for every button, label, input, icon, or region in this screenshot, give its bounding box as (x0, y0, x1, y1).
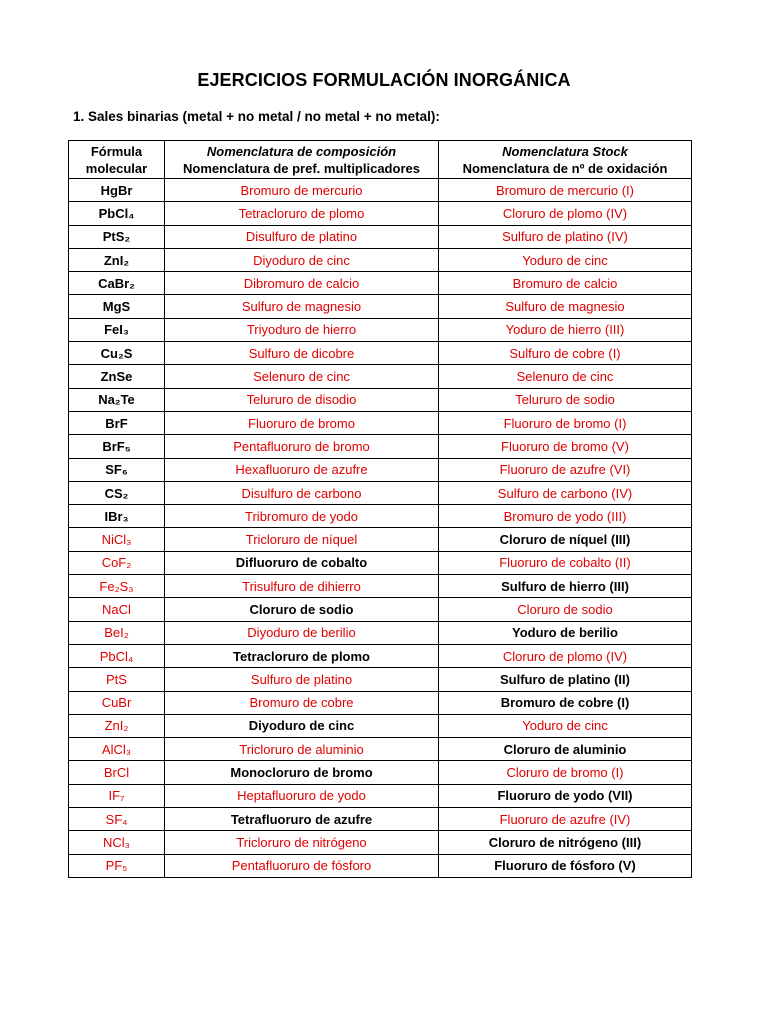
cell-composicion: Tetrafluoruro de azufre (165, 808, 439, 831)
table-row (69, 342, 692, 365)
cell-formula: Na₂Te (69, 388, 165, 411)
header-row (69, 141, 692, 179)
cell-formula: Cu₂S (69, 342, 165, 365)
cell-formula: AlCl₃ (69, 738, 165, 761)
cell-formula: SF₆ (69, 458, 165, 481)
table-row (69, 854, 692, 877)
cell-formula: FeI₃ (69, 318, 165, 341)
cell-formula: BrF₅ (69, 435, 165, 458)
cell-formula: PtS₂ (69, 225, 165, 248)
cell-stock: Fluoruro de yodo (VII) (439, 784, 692, 807)
cell-composicion: Triyoduro de hierro (165, 318, 439, 341)
cell-formula: ZnI₂ (69, 248, 165, 271)
cell-stock: Fluoruro de azufre (VI) (439, 458, 692, 481)
table-body (69, 179, 692, 878)
section-heading: 1. Sales binarias (metal + no metal / no metal + no metal): (73, 109, 440, 124)
cell-stock: Bromuro de calcio (439, 272, 692, 295)
cell-stock: Bromuro de mercurio (I) (439, 179, 692, 202)
table-row (69, 458, 692, 481)
cell-stock: Cloruro de plomo (IV) (439, 202, 692, 225)
cell-stock: Sulfuro de carbono (IV) (439, 481, 692, 504)
cell-composicion: Telururo de disodio (165, 388, 439, 411)
table-row (69, 761, 692, 784)
cell-formula: NiCl₃ (69, 528, 165, 551)
header-formula (69, 141, 165, 179)
cell-stock: Cloruro de plomo (IV) (439, 644, 692, 667)
cell-composicion: Diyoduro de cinc (165, 248, 439, 271)
cell-formula: PF₅ (69, 854, 165, 877)
cell-stock: Sulfuro de hierro (III) (439, 575, 692, 598)
cell-formula: Fe₂S₃ (69, 575, 165, 598)
cell-stock: Sulfuro de platino (IV) (439, 225, 692, 248)
cell-composicion: Trisulfuro de dihierro (165, 575, 439, 598)
cell-stock: Telururo de sodio (439, 388, 692, 411)
cell-composicion: Tetracloruro de plomo (165, 644, 439, 667)
cell-stock: Cloruro de bromo (I) (439, 761, 692, 784)
table-row (69, 644, 692, 667)
cell-stock: Sulfuro de magnesio (439, 295, 692, 318)
table-row (69, 691, 692, 714)
cell-stock: Cloruro de aluminio (439, 738, 692, 761)
table-row (69, 551, 692, 574)
header-stock-line1: Nomenclatura Stock (502, 143, 628, 159)
table-row (69, 435, 692, 458)
header-formula-line2: molecular (85, 160, 148, 176)
cell-composicion: Pentafluoruro de bromo (165, 435, 439, 458)
cell-composicion: Diyoduro de berilio (165, 621, 439, 644)
cell-stock: Bromuro de yodo (III) (439, 505, 692, 528)
table-row (69, 808, 692, 831)
header-composicion-line1: Nomenclatura de composición (206, 143, 397, 159)
header-stock (439, 141, 692, 179)
cell-formula: BeI₂ (69, 621, 165, 644)
cell-formula: CuBr (69, 691, 165, 714)
table-row (69, 365, 692, 388)
cell-composicion: Tricloruro de aluminio (165, 738, 439, 761)
cell-composicion: Disulfuro de platino (165, 225, 439, 248)
cell-composicion: Bromuro de mercurio (165, 179, 439, 202)
cell-formula: SF₄ (69, 808, 165, 831)
table-row (69, 598, 692, 621)
table-row (69, 528, 692, 551)
cell-formula: MgS (69, 295, 165, 318)
cell-composicion: Sulfuro de platino (165, 668, 439, 691)
cell-stock: Yoduro de cinc (439, 714, 692, 737)
cell-composicion: Diyoduro de cinc (165, 714, 439, 737)
cell-formula: NaCl (69, 598, 165, 621)
cell-formula: PtS (69, 668, 165, 691)
formulation-table (68, 140, 692, 878)
cell-stock: Yoduro de hierro (III) (439, 318, 692, 341)
cell-stock: Cloruro de nitrógeno (III) (439, 831, 692, 854)
cell-formula: NCl₃ (69, 831, 165, 854)
cell-composicion: Dibromuro de calcio (165, 272, 439, 295)
table-row (69, 318, 692, 341)
page-title: EJERCICIOS FORMULACIÓN INORGÁNICA (197, 70, 571, 90)
cell-composicion: Fluoruro de bromo (165, 411, 439, 434)
cell-formula: CaBr₂ (69, 272, 165, 295)
table-row (69, 505, 692, 528)
cell-composicion: Pentafluoruro de fósforo (165, 854, 439, 877)
cell-composicion: Bromuro de cobre (165, 691, 439, 714)
cell-formula: HgBr (69, 179, 165, 202)
cell-stock: Sulfuro de cobre (I) (439, 342, 692, 365)
cell-formula: ZnSe (69, 365, 165, 388)
table-row (69, 225, 692, 248)
cell-composicion: Sulfuro de dicobre (165, 342, 439, 365)
table-row (69, 668, 692, 691)
table-header (69, 141, 692, 179)
table-row (69, 621, 692, 644)
cell-composicion: Monocloruro de bromo (165, 761, 439, 784)
cell-composicion: Sulfuro de magnesio (165, 295, 439, 318)
cell-composicion: Selenuro de cinc (165, 365, 439, 388)
cell-formula: PbCl₄ (69, 644, 165, 667)
cell-formula: BrCl (69, 761, 165, 784)
table-row (69, 272, 692, 295)
table-row (69, 295, 692, 318)
cell-formula: ZnI₂ (69, 714, 165, 737)
table-row (69, 738, 692, 761)
header-formula-line1: Fórmula (90, 143, 143, 159)
cell-composicion: Tetracloruro de plomo (165, 202, 439, 225)
cell-composicion: Tribromuro de yodo (165, 505, 439, 528)
table-row (69, 411, 692, 434)
cell-stock: Cloruro de sodio (439, 598, 692, 621)
cell-composicion: Tricloruro de nitrógeno (165, 831, 439, 854)
cell-composicion: Cloruro de sodio (165, 598, 439, 621)
cell-formula: BrF (69, 411, 165, 434)
cell-stock: Selenuro de cinc (439, 365, 692, 388)
table-row (69, 202, 692, 225)
table-row (69, 831, 692, 854)
table-row (69, 179, 692, 202)
table-row (69, 784, 692, 807)
cell-composicion: Hexafluoruro de azufre (165, 458, 439, 481)
table-row (69, 248, 692, 271)
cell-formula: CoF₂ (69, 551, 165, 574)
cell-formula: IBr₃ (69, 505, 165, 528)
header-stock-line2: Nomenclatura de nº de oxidación (462, 160, 668, 176)
cell-stock: Yoduro de cinc (439, 248, 692, 271)
cell-stock: Cloruro de níquel (III) (439, 528, 692, 551)
cell-composicion: Tricloruro de níquel (165, 528, 439, 551)
cell-formula: PbCl₄ (69, 202, 165, 225)
header-composicion-line2: Nomenclatura de pref. multiplicadores (183, 160, 420, 176)
cell-formula: CS₂ (69, 481, 165, 504)
cell-stock: Fluoruro de bromo (V) (439, 435, 692, 458)
table-row (69, 481, 692, 504)
cell-stock: Fluoruro de bromo (I) (439, 411, 692, 434)
cell-stock: Yoduro de berilio (439, 621, 692, 644)
cell-composicion: Disulfuro de carbono (165, 481, 439, 504)
table-row (69, 388, 692, 411)
cell-stock: Sulfuro de platino (II) (439, 668, 692, 691)
table-row (69, 575, 692, 598)
cell-formula: IF₇ (69, 784, 165, 807)
header-composicion (165, 141, 439, 179)
cell-stock: Bromuro de cobre (I) (439, 691, 692, 714)
table-row (69, 714, 692, 737)
cell-composicion: Difluoruro de cobalto (165, 551, 439, 574)
cell-stock: Fluoruro de cobalto (II) (439, 551, 692, 574)
cell-composicion: Heptafluoruro de yodo (165, 784, 439, 807)
cell-stock: Fluoruro de azufre (IV) (439, 808, 692, 831)
cell-stock: Fluoruro de fósforo (V) (439, 854, 692, 877)
